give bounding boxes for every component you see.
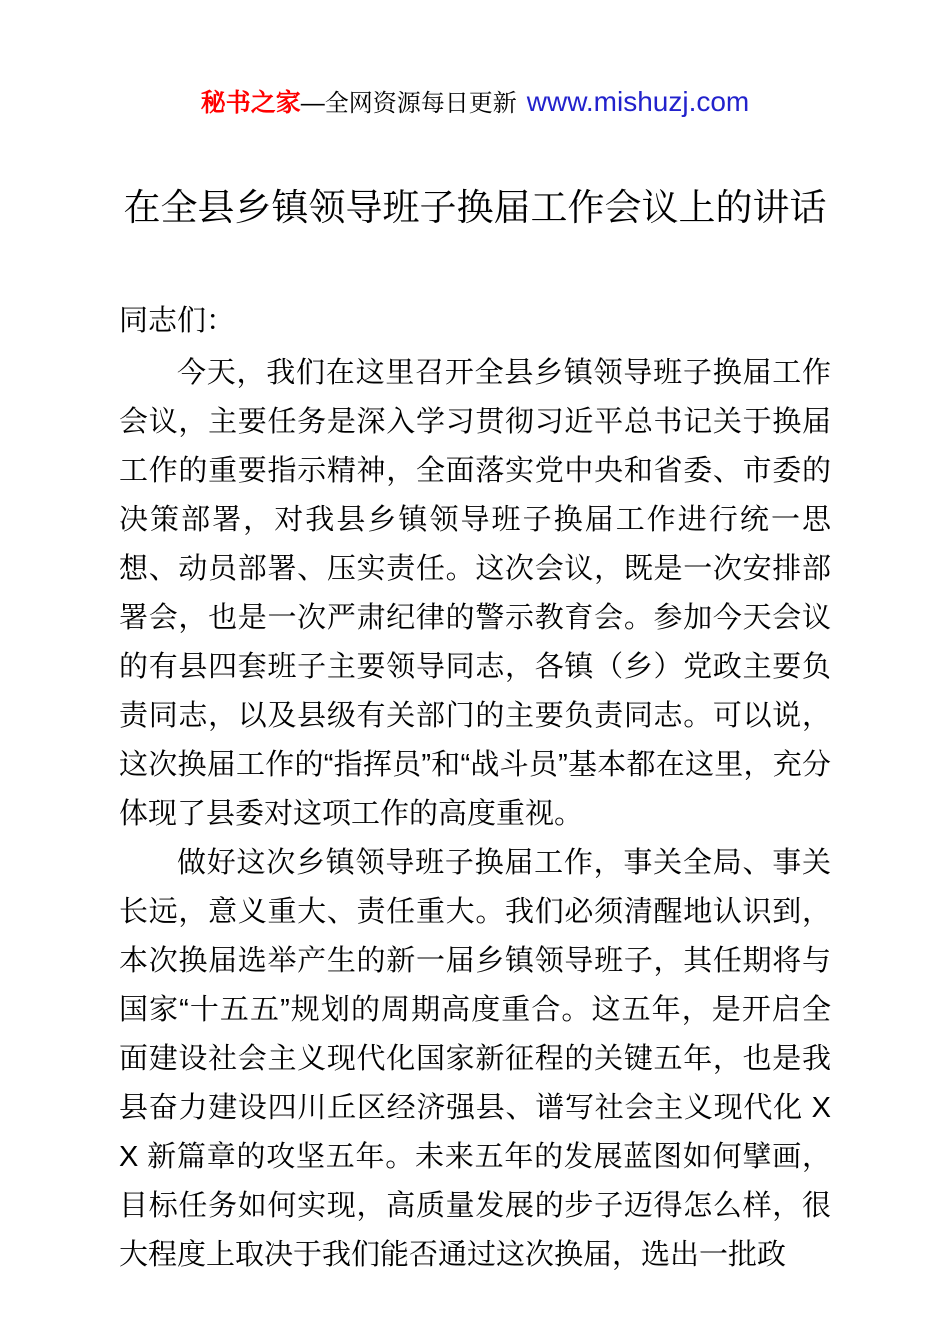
site-tagline: —全网资源每日更新 xyxy=(300,90,517,117)
salutation: 同志们： xyxy=(119,305,236,337)
site-brand: 秘书之家 xyxy=(200,89,301,117)
site-url-link[interactable]: www.mishuzj.com xyxy=(526,86,750,117)
document-title: 在全县乡镇领导班子换届工作会议上的讲话 xyxy=(123,187,827,228)
body-paragraph-1: 今天，我们在这里召开全县乡镇领导班子换届工作会议，主要任务是深入学习贯彻习近平总书记关于换届工作的重要指示精神，全面落实党中央和省委、市委的决策部署，对我县乡镇领导班子换届工作进行统一思想、动员部署、压实责任。这次会议，既是一次安排部署会，也是一次严肃纪律的警示教育会。参加今天会议的有县四套班子主要领导同志，各镇（乡）党政主要负责同志，以及县级有关部门的主要负责同志。可以说，这次换届工作的“指挥员”和“战斗员”基本都在这里，充分体现了县委对这项工作的高度重视。 xyxy=(119,357,831,830)
body-paragraph-2: 做好这次乡镇领导班子换届工作，事关全局、事关长远，意义重大、责任重大。我们必须清醒地认识到，本次换届选举产生的新一届乡镇领导班子，其任期将与国家“十五五”规划的周期高度重合。这五年，是开启全面建设社会主义现代化国家新征程的关键五年，也是我县奋力建设四川丘区经济强县、谱写社会主义现代化 XX 新篇章的攻坚五年。未来五年的发展蓝图如何擘画，目标任务如何实现，高质量发展的步子迈得怎么样，很大程度上取决于我们能否通过这次换届，选出一批政 xyxy=(119,847,831,1271)
site-header xyxy=(0,0,950,123)
document-body xyxy=(119,297,831,1280)
